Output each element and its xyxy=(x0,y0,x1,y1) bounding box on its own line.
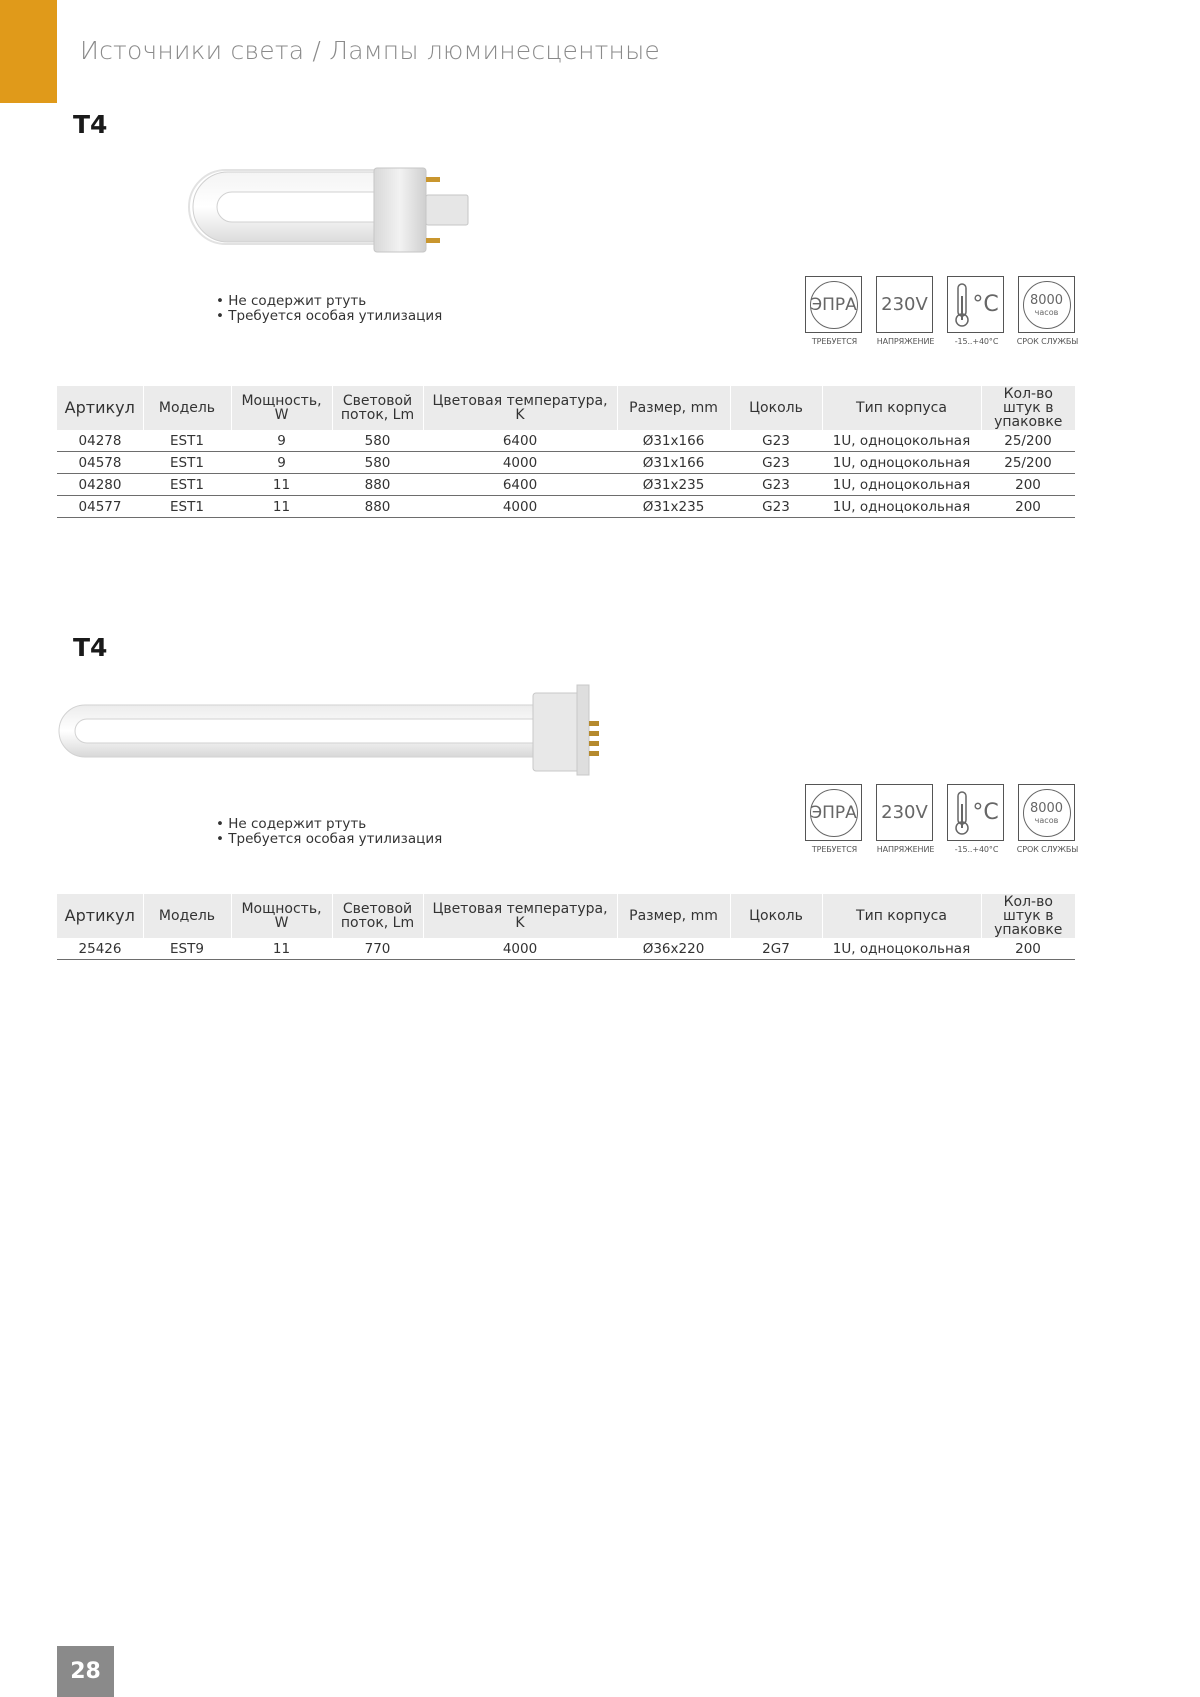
thermometer-icon xyxy=(952,282,972,328)
badge-voltage xyxy=(876,784,935,854)
table-cell: 1U, одноцокольная xyxy=(822,452,981,474)
note-item: • Требуется особая утилизация xyxy=(216,309,442,324)
badge-voltage xyxy=(876,276,935,346)
voltage-icon: 230V xyxy=(881,802,928,823)
notes-list xyxy=(216,817,442,847)
lamp-image-2g7 xyxy=(55,683,620,778)
col-header: Мощность, W xyxy=(231,386,332,430)
badge-caption: СРОК СЛУЖБЫ xyxy=(1016,337,1079,346)
badge-epra xyxy=(805,784,864,854)
col-header: Модель xyxy=(143,386,231,430)
spec-table xyxy=(57,894,1075,960)
table-row xyxy=(57,452,1075,474)
table-cell: 25426 xyxy=(57,938,143,960)
table-cell: 200 xyxy=(981,938,1075,960)
table-cell: 04280 xyxy=(57,474,143,496)
table-cell: 11 xyxy=(231,938,332,960)
table-row xyxy=(57,474,1075,496)
table-cell: 04278 xyxy=(57,430,143,452)
table-cell: Ø31x166 xyxy=(617,452,730,474)
badge-epra xyxy=(805,276,864,346)
col-header: Цоколь xyxy=(730,894,822,938)
badge-temperature: °C -15..+40°C xyxy=(947,276,1006,346)
table-cell: G23 xyxy=(730,430,822,452)
badge-caption: СРОК СЛУЖБЫ xyxy=(1016,845,1079,854)
col-header: Тип корпуса xyxy=(822,386,981,430)
badge-caption: НАПРЯЖЕНИЕ xyxy=(876,337,935,346)
page-number: 28 xyxy=(57,1646,114,1697)
note-item: • Не содержит ртуть xyxy=(216,294,442,309)
table-row xyxy=(57,938,1075,960)
spec-table xyxy=(57,386,1075,518)
col-header: Световой поток, Lm xyxy=(332,386,423,430)
table-cell: 770 xyxy=(332,938,423,960)
table-cell: 25/200 xyxy=(981,452,1075,474)
table-cell: 1U, одноцокольная xyxy=(822,496,981,518)
table-cell: 6400 xyxy=(423,474,617,496)
table-cell: 04578 xyxy=(57,452,143,474)
table-cell: 4000 xyxy=(423,938,617,960)
table-cell: EST9 xyxy=(143,938,231,960)
section-title: T4 xyxy=(73,633,108,662)
voltage-icon: 230V xyxy=(881,294,928,315)
table-cell: Ø31x235 xyxy=(617,474,730,496)
col-header: Модель xyxy=(143,894,231,938)
table-cell: 11 xyxy=(231,474,332,496)
table-cell: 200 xyxy=(981,474,1075,496)
table-header-row xyxy=(57,386,1075,430)
corner-accent-block xyxy=(0,0,57,103)
table-cell: 880 xyxy=(332,474,423,496)
table-cell: 4000 xyxy=(423,452,617,474)
table-cell: Ø31x166 xyxy=(617,430,730,452)
badge-caption: ТРЕБУЕТСЯ xyxy=(811,845,858,854)
badges-row xyxy=(805,276,1077,346)
table-cell: 880 xyxy=(332,496,423,518)
table-cell: 9 xyxy=(231,452,332,474)
col-header: Цоколь xyxy=(730,386,822,430)
table-cell: 1U, одноцокольная xyxy=(822,430,981,452)
table-cell: Ø31x235 xyxy=(617,496,730,518)
table-cell: 11 xyxy=(231,496,332,518)
ballast-epra-icon: ЭПРА xyxy=(810,789,858,837)
ballast-epra-icon: ЭПРА xyxy=(810,281,858,329)
table-cell: 1U, одноцокольная xyxy=(822,474,981,496)
col-header: Кол-во штук в упаковке xyxy=(981,894,1075,938)
section-title: T4 xyxy=(73,110,108,139)
table-cell: G23 xyxy=(730,452,822,474)
col-header: Артикул xyxy=(57,894,143,938)
col-header: Артикул xyxy=(57,386,143,430)
col-header: Мощность, W xyxy=(231,894,332,938)
note-item: • Требуется особая утилизация xyxy=(216,832,442,847)
table-cell: 25/200 xyxy=(981,430,1075,452)
table-cell: EST1 xyxy=(143,474,231,496)
breadcrumb: Источники света / Лампы люминесцентные xyxy=(80,36,661,65)
badge-caption: -15..+40°C xyxy=(954,337,999,346)
table-cell: 1U, одноцокольная xyxy=(822,938,981,960)
note-item: • Не содержит ртуть xyxy=(216,817,442,832)
table-cell: Ø36x220 xyxy=(617,938,730,960)
table-cell: 04577 xyxy=(57,496,143,518)
col-header: Цветовая температура, K xyxy=(423,386,617,430)
lamp-image-g23 xyxy=(186,160,486,260)
badge-lifetime xyxy=(1018,784,1077,854)
col-header: Размер, mm xyxy=(617,894,730,938)
notes-list xyxy=(216,294,442,324)
table-row xyxy=(57,430,1075,452)
col-header: Тип корпуса xyxy=(822,894,981,938)
badge-caption: -15..+40°C xyxy=(954,845,999,854)
badge-caption: ТРЕБУЕТСЯ xyxy=(811,337,858,346)
table-cell: G23 xyxy=(730,496,822,518)
table-cell: 2G7 xyxy=(730,938,822,960)
badge-caption: НАПРЯЖЕНИЕ xyxy=(876,845,935,854)
table-cell: EST1 xyxy=(143,496,231,518)
table-header-row xyxy=(57,894,1075,938)
table-cell: 580 xyxy=(332,430,423,452)
col-header: Кол-во штук в упаковке xyxy=(981,386,1075,430)
lifetime-icon: 8000 часов xyxy=(1023,281,1071,329)
thermometer-icon xyxy=(952,790,972,836)
badge-temperature: °C -15..+40°C xyxy=(947,784,1006,854)
table-row xyxy=(57,496,1075,518)
table-cell: 4000 xyxy=(423,496,617,518)
badges-row xyxy=(805,784,1077,854)
table-cell: G23 xyxy=(730,474,822,496)
table-cell: 200 xyxy=(981,496,1075,518)
col-header: Размер, mm xyxy=(617,386,730,430)
table-cell: 580 xyxy=(332,452,423,474)
table-cell: EST1 xyxy=(143,452,231,474)
table-cell: 6400 xyxy=(423,430,617,452)
table-cell: EST1 xyxy=(143,430,231,452)
col-header: Цветовая температура, K xyxy=(423,894,617,938)
col-header: Световой поток, Lm xyxy=(332,894,423,938)
table-cell: 9 xyxy=(231,430,332,452)
badge-lifetime xyxy=(1018,276,1077,346)
lifetime-icon: 8000 часов xyxy=(1023,789,1071,837)
